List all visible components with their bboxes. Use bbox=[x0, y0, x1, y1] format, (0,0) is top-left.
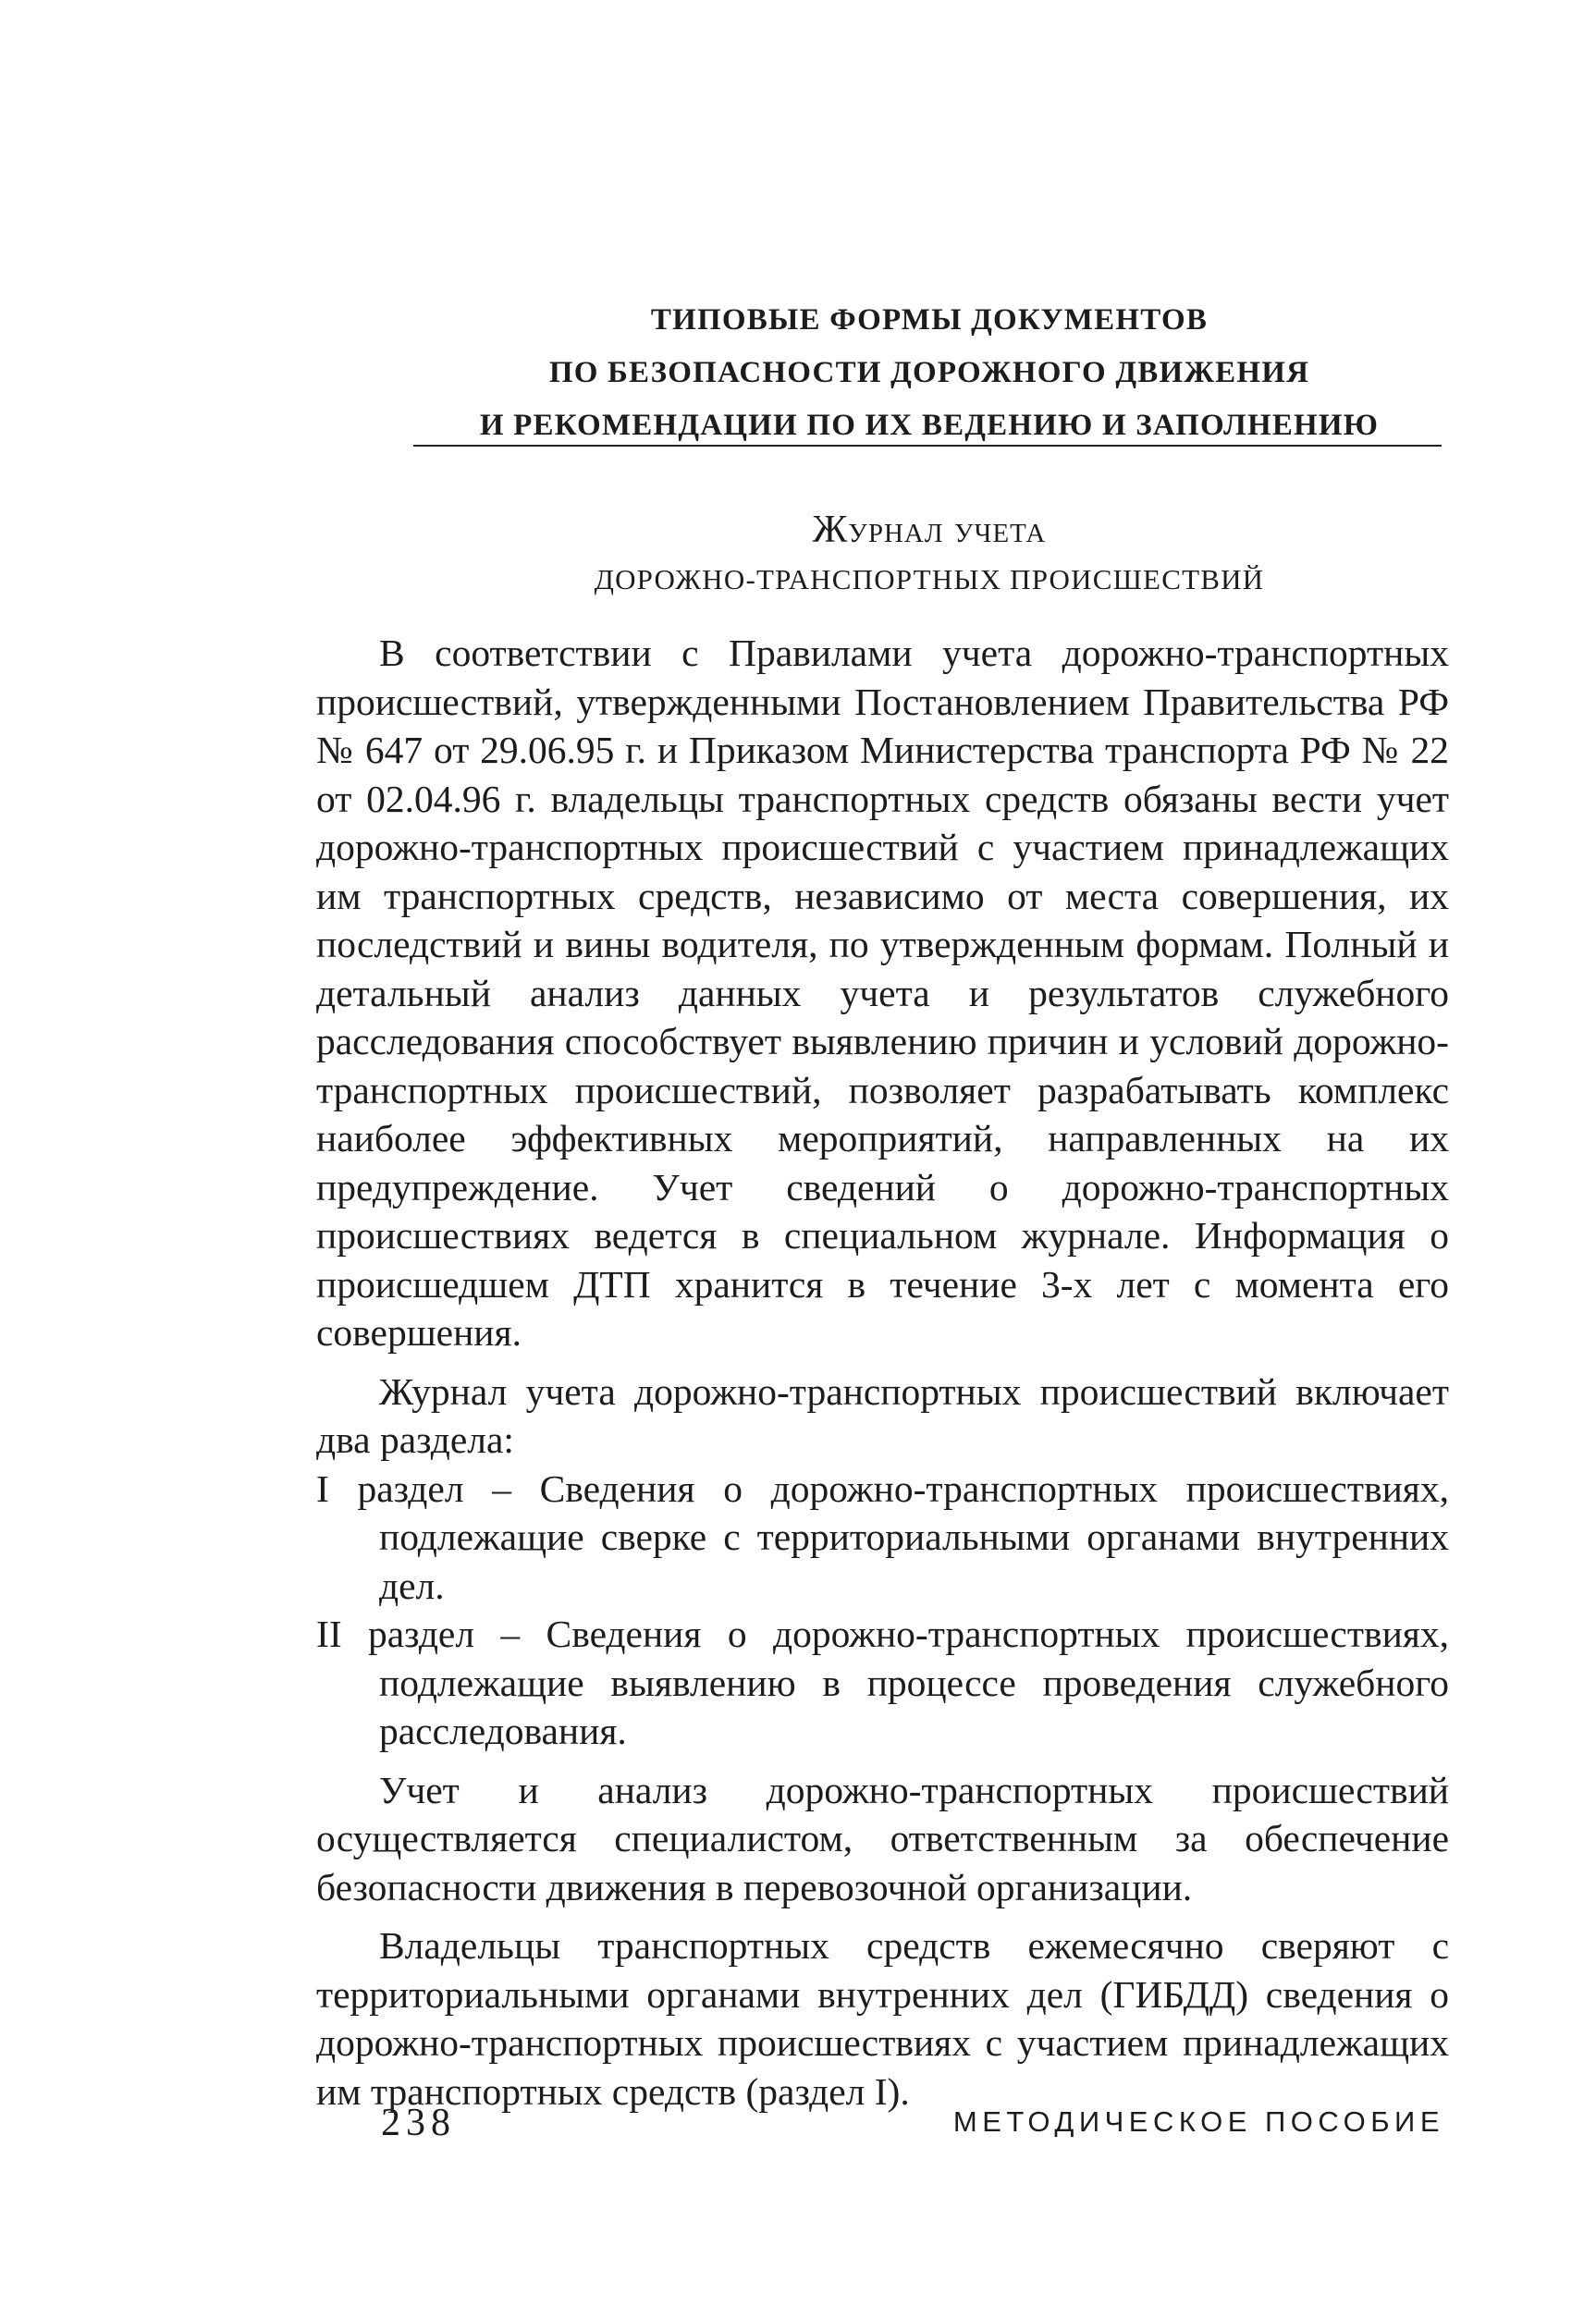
section-title-line-1: Журнал учета bbox=[812, 509, 1047, 551]
running-footer-title: МЕТОДИЧЕСКОЕ ПОСОБИЕ bbox=[952, 2105, 1444, 2138]
document-header bbox=[407, 294, 1452, 452]
paragraph-1: В соответствии с Правилами учета дорожно-транспортных происшествий, утвержденными Постановлением Правительства РФ № 647 от 29.06.95 г. и Приказом Министерства транспорта РФ № 22 от 02.04.96 г. владельцы транспортных средств обязаны вести учет дорожно-транспортных происшествий с участием принадлежащих им транспортных средств, независимо от места совершения, их последствий и вины водителя, по утвержденным формам. Полный и детальный анализ данных учета и результатов служебного расследования способствует выявлению причин и условий дорожно-транспортных происшествий, позволяет разрабатывать комплекс наиболее эффективных мероприятий, направленных на их предупреждение. Учет сведений о дорожно-транспортных происшествиях ведется в специальном журнале. Информация о происшедшем ДТП хранится в течение 3-х лет с момента его совершения. bbox=[316, 632, 1449, 1354]
header-line-2: ПО БЕЗОПАСНОСТИ ДОРОЖНОГО ДВИЖЕНИЯ bbox=[548, 356, 1310, 389]
paragraph-4: Владельцы транспортных средств ежемесячно сверяют с территориальными органами внутренних дел (ГИБДД) сведения о дорожно-транспортных происшествиях с участием принадлежащих им транспортных средств (раздел I). bbox=[316, 1924, 1449, 2113]
header-line-1: ТИПОВЫЕ ФОРМЫ ДОКУМЕНТОВ bbox=[650, 303, 1209, 337]
header-line-3: И РЕКОМЕНДАЦИИ ПО ИХ ВЕДЕНИЮ И ЗАПОЛНЕНИЮ bbox=[479, 409, 1380, 442]
paragraph-2: Журнал учета дорожно-транспортных происшествий включает два раздела: bbox=[316, 1369, 1449, 1461]
header-underline bbox=[413, 445, 1442, 447]
paragraph-3: Учет и анализ дорожно-транспортных происшествий осуществляется специалистом, ответственным за обеспечение безопасности движения в перевозочной организации. bbox=[316, 1768, 1449, 1908]
section-title-line-2: ДОРОЖНО-ТРАНСПОРТНЫХ ПРОИСШЕСТВИЙ bbox=[594, 563, 1265, 595]
body-text bbox=[316, 629, 1449, 2116]
page-number: 238 bbox=[381, 2102, 456, 2144]
list-item-section-2: II раздел – Сведения о дорожно-транспортных происшествиях, подлежащие выявлению в процессе проведения служебного расследования. bbox=[316, 1613, 1449, 1752]
list-item-section-1: I раздел – Сведения о дорожно-транспортных происшествиях, подлежащие сверке с территориальными органами внутренних дел. bbox=[316, 1466, 1449, 1607]
section-title bbox=[407, 504, 1452, 604]
